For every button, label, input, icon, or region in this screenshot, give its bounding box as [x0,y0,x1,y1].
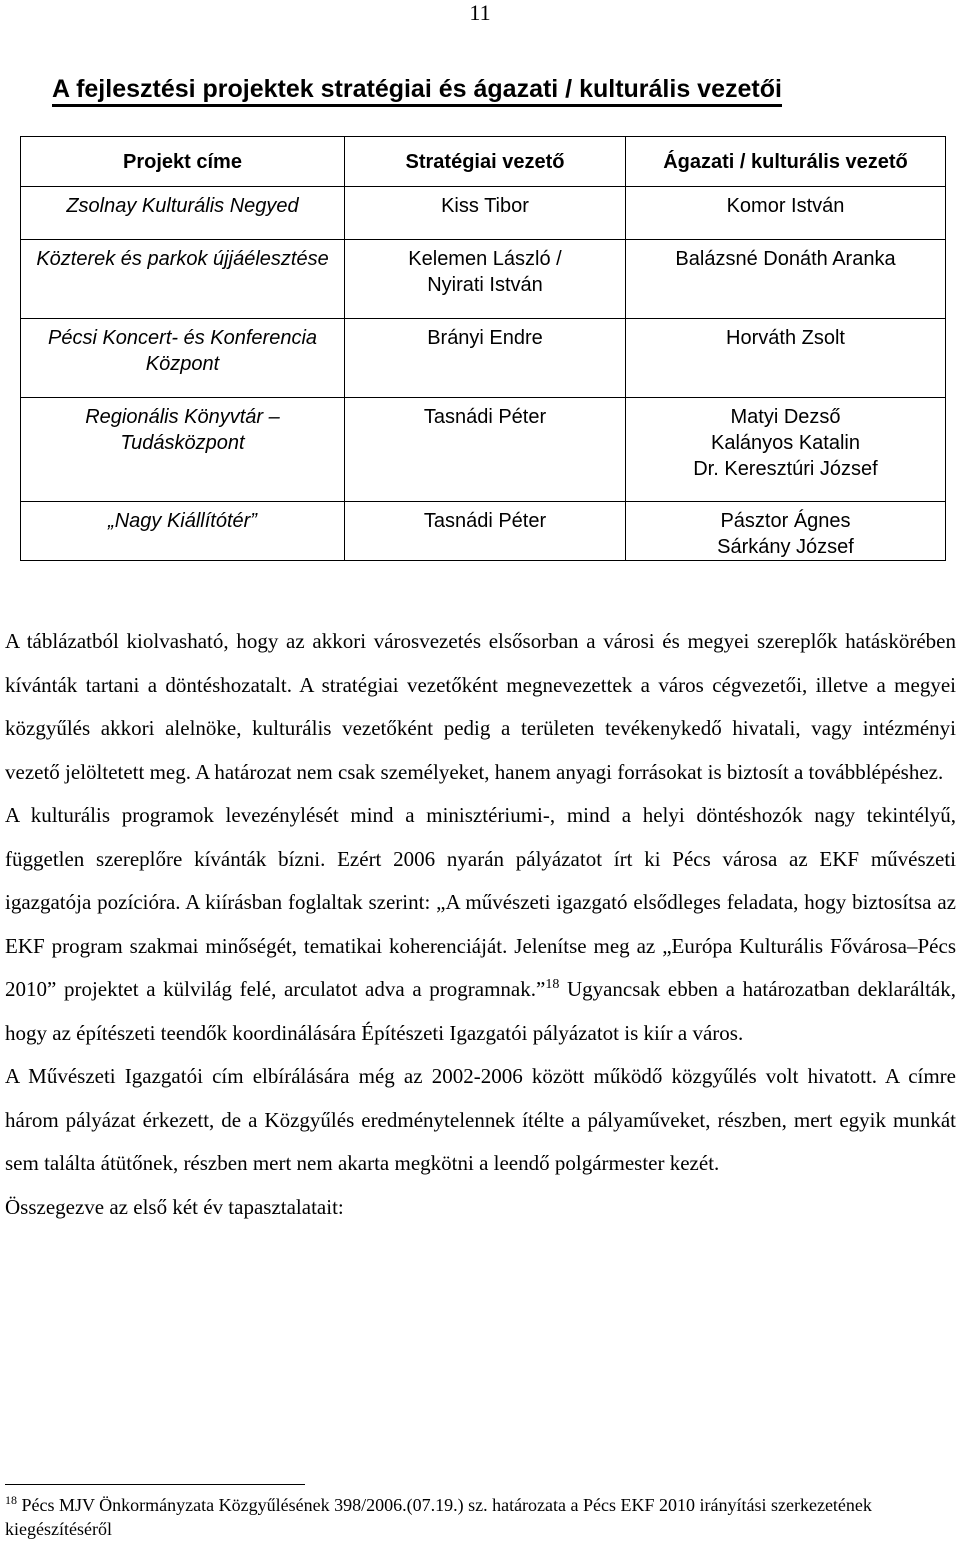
paragraph: Összegezve az első két év tapasztalatait: [5,1194,344,1219]
project-title-cell [21,187,345,240]
cell-line: Központ [145,353,220,375]
sector-leader-cell [626,398,946,502]
project-leaders-table [20,136,946,561]
cell-line: Regionális Könyvtár – [85,406,280,428]
cell-line: Közterek és parkok újjáélesztése [36,248,329,270]
table-row [21,398,946,502]
paragraph: A Művészeti Igazgatói cím elbírálására még az 2002-2006 között működő közgyűlés volt hivatott. A címre három pályázat érkezett, de a Közgyűlés eredménytelennek ítélte a pályaműveket, részben, mert egyik munkát sem találta átütőnek, részben mert nem akarta megkötni a leendő polgármester kezét. [5,1064,956,1175]
cell-line: Komor István [726,195,845,217]
cell-line: Tasnádi Péter [423,510,547,532]
cell-line: Dr. Keresztúri József [693,458,878,480]
cell-line: Nyirati István [427,274,543,296]
strategic-leader-cell [345,240,626,319]
cell-line: Tudásközpont [120,432,245,454]
table-header-row [21,137,946,187]
paragraph [5,794,956,1055]
strategic-leader-cell [345,319,626,398]
cell-line: Horváth Zsolt [726,327,845,349]
sector-leader-cell [626,240,946,319]
sector-leader-cell [626,187,946,240]
footnote-number: 18 [5,1493,17,1507]
sector-leader-cell [626,502,946,561]
cell-line: Sárkány József [717,536,854,558]
cell-line: Zsolnay Kulturális Negyed [66,195,299,217]
cell-line: Kelemen László / [408,248,562,270]
paragraph: A táblázatból kiolvasható, hogy az akkori városvezetés elsősorban a városi és megyei szereplők hatáskörében kívánták tartani a döntéshozatalt. A stratégiai vezetőként megnevezettek a város cégvezetői, illetve a megyei közgyűlés akkori alelnöke, kulturális vezetőként pedig a területen tevékenykedő hivatali, vagy intézményi vezető jelöltetett meg. A határozat nem csak személyeket, hanem anyagi forrásokat is biztosít a továbblépéshez. [5,629,956,784]
cell-line: Brányi Endre [427,327,543,349]
body-text [5,620,956,1229]
cell-line: Kalányos Katalin [711,432,860,454]
cell-line: Tasnádi Péter [423,406,547,428]
paragraph-text: Ugyancsak ebben a határozatban deklarálták, hogy az építészeti teendők koordinálására Építészeti Igazgatói pályázatot is kiír a város. [5,977,957,1045]
footnote [5,1493,955,1541]
project-title-cell [21,240,345,319]
header-strategic-leader: Stratégiai vezető [345,137,626,187]
footnote-text: Pécs MJV Önkormányzata Közgyűlésének 398/2006.(07.19.) sz. határozata a Pécs EKF 2010 irányítási szerkezetének kiegészítéséről [5,1495,872,1539]
table-row [21,240,946,319]
project-title-cell [21,502,345,561]
footnote-reference[interactable]: 18 [545,977,560,992]
table-row [21,319,946,398]
project-title-cell [21,319,345,398]
header-project-title: Projekt címe [21,137,345,187]
strategic-leader-cell [345,398,626,502]
cell-line: Balázsné Donáth Aranka [675,248,896,270]
strategic-leader-cell [345,502,626,561]
table-row [21,502,946,561]
header-sector-leader: Ágazati / kulturális vezető [626,137,946,187]
cell-line: Kiss Tibor [441,195,529,217]
strategic-leader-cell [345,187,626,240]
sector-leader-cell [626,319,946,398]
table-row [21,187,946,240]
cell-line: Pásztor Ágnes [720,510,851,532]
page-number: 11 [469,0,491,25]
project-title-cell [21,398,345,502]
footnote-divider [5,1484,305,1485]
cell-line: „Nagy Kiállítótér” [108,510,257,532]
paragraph-text: A kulturális programok levezénylését mind a minisztériumi-, mind a helyi döntéshozók nagy tekintélyű, független szereplőre kívánták bízni. Ezért 2006 nyarán pályázatot írt ki Pécs városa az EKF művészeti igazgatója pozícióra. A kiírásban foglaltak szerint: „A művészeti igazgató elsődleges feladata, hogy biztosítsa az EKF program szakmai minőségét, tematikai koherenciáját. Jelenítse meg az „Európa Kulturális Fővárosa–Pécs 2010” projektet a külvilág felé, arculatot adva a programnak.” [5,803,956,1001]
table-title: A fejlesztési projektek stratégiai és ágazati / kulturális vezetői [52,74,782,107]
cell-line: Pécsi Koncert- és Konferencia [47,327,318,349]
cell-line: Matyi Dezső [730,406,841,428]
